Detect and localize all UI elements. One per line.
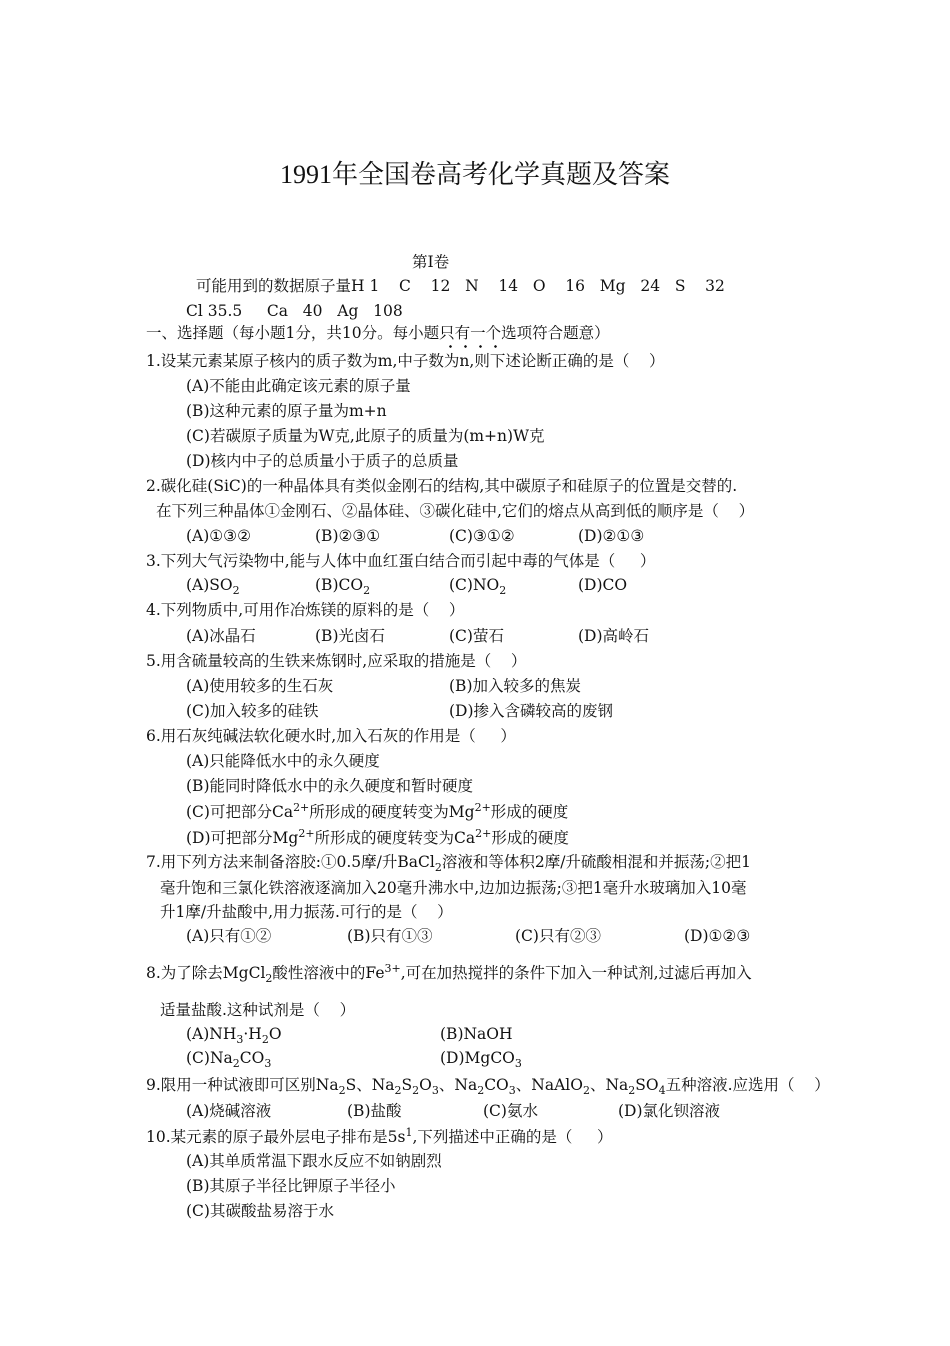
q2-option-a: (A)①③②: [186, 527, 251, 545]
q10-option-b: (B)其原子半径比钾原子半径小: [186, 1177, 396, 1195]
atomic-masses-line2: Cl 35.5 Ca 40 Ag 108: [186, 302, 403, 320]
q9-option-d: (D)氯化钡溶液: [618, 1102, 721, 1120]
q5-option-b: (B)加入较多的焦炭: [449, 677, 581, 695]
q1-option-c: (C)若碳原子质量为W克,此原子的质量为(m+n)W克: [186, 427, 545, 445]
q3-stem: 3.下列大气污染物中,能与人体中血红蛋白结合而引起中毒的气体是（ ）: [146, 552, 656, 570]
q2-option-b: (B)②③①: [315, 527, 381, 545]
section-head: 第Ⅰ卷: [412, 253, 450, 271]
q4-stem: 4.下列物质中,可用作冶炼镁的原料的是（ ）: [146, 601, 465, 619]
emphasis-dots: 只有一个: [439, 324, 502, 342]
q8-option-b: (B)NaOH: [440, 1025, 513, 1043]
q9-option-c: (C)氨水: [483, 1102, 538, 1120]
q8-option-a: $(A)NH_3\cdot H_2O$: [186, 1025, 282, 1046]
q7-option-c: (C)只有②③: [515, 927, 601, 945]
q7-option-a: (A)只有①②: [186, 927, 272, 945]
q3-option-b: $(B)CO_2$: [315, 576, 371, 597]
q8-stem-line2: 适量盐酸.这种试剂是（ ）: [160, 1001, 356, 1019]
q5-option-d: (D)掺入含磷较高的废钢: [449, 702, 614, 720]
q8-stem-line1: 8.为了除去MgCl$_2$酸性溶液中的$Fe^{3+}$,可在加热搅拌的条件下加入一种试剂,过滤后再加入: [146, 962, 752, 985]
q7-option-b: (B)只有①③: [347, 927, 433, 945]
q8-option-d: (D)MgCO$_3$: [440, 1049, 522, 1070]
q7-stem-line3: 升1摩/升盐酸中,用力振荡.可行的是（ ）: [160, 903, 453, 921]
q4-option-d: (D)高岭石: [578, 627, 650, 645]
q3-option-d: (D)CO: [578, 576, 628, 594]
q3-option-c: $(C)NO_2$: [449, 576, 507, 597]
q7-stem-line1: 7.用下列方法来制备溶胶:①0.5摩/升BaCl$_2$溶液和等体积2摩/升硫酸相混和并振荡;②把1: [146, 853, 752, 874]
q1-stem: 1.设某元素某原子核内的质子数为m,中子数为n,则下述论断正确的是（ ）: [146, 352, 665, 370]
q1-option-a: (A)不能由此确定该元素的原子量: [186, 377, 411, 395]
q9-option-b: (B)盐酸: [347, 1102, 402, 1120]
q1-option-d: (D)核内中子的总质量小于质子的总质量: [186, 452, 459, 470]
q5-stem: 5.用含硫量较高的生铁来炼钢时,应采取的措施是（ ）: [146, 652, 527, 670]
q9-stem: 9.限用一种试液即可区别$Na_2S$、$Na_2S_2O_3$、$Na_2CO_3$、NaAlO$_2$、$Na_2SO_4$五种溶液.应选用（ ）: [146, 1076, 830, 1097]
q6-option-b: (B)能同时降低水中的永久硬度和暂时硬度: [186, 777, 473, 795]
q2-option-c: (C)③①②: [449, 527, 515, 545]
part1-heading: 一、选择题（每小题1分，共10分。每小题只有一个选项符合题意）: [146, 324, 610, 342]
q5-option-a: (A)使用较多的生石灰: [186, 677, 334, 695]
q4-option-a: (A)冰晶石: [186, 627, 256, 645]
q1-option-b: (B)这种元素的原子量为m+n: [186, 402, 387, 420]
q6-option-c: (C)可把部分$Ca^{2+}$所形成的硬度转变为$Mg^{2+}$形成的硬度: [186, 801, 569, 821]
q10-option-a: (A)其单质常温下跟水反应不如钠剧烈: [186, 1152, 442, 1170]
q2-option-d: (D)②①③: [578, 527, 645, 545]
q7-stem-line2: 毫升饱和三氯化铁溶液逐滴加入20毫升沸水中,边加边振荡;③把1毫升水玻璃加入10毫: [160, 879, 747, 897]
q7-option-d: (D)①②③: [684, 927, 751, 945]
q6-option-a: (A)只能降低水中的永久硬度: [186, 752, 380, 770]
q2-stem-line2: 在下列三种晶体①金刚石、②晶体硅、③碳化硅中,它们的熔点从高到低的顺序是（ ）: [156, 502, 755, 520]
q6-stem: 6.用石灰纯碱法软化硬水时,加入石灰的作用是（ ）: [146, 727, 516, 745]
q6-option-d: (D)可把部分$Mg^{2+}$所形成的硬度转变为$Ca^{2+}$形成的硬度: [186, 827, 569, 847]
q2-stem-line1: 2.碳化硅(SiC)的一种晶体具有类似金刚石的结构,其中碳原子和硅原子的位置是交替的.: [146, 477, 738, 495]
q4-option-c: (C)萤石: [449, 627, 504, 645]
q10-option-c: (C)其碳酸盐易溶于水: [186, 1202, 334, 1220]
q9-option-a: (A)烧碱溶液: [186, 1102, 272, 1120]
q10-stem: 10.某元素的原子最外层电子排布是$5s^1$,下列描述中正确的是（ ）: [146, 1126, 613, 1146]
q5-option-c: (C)加入较多的硅铁: [186, 702, 319, 720]
q4-option-b: (B)光卤石: [315, 627, 385, 645]
atomic-masses-line1: 可能用到的数据原子量H 1 C 12 N 14 O 16 Mg 24 S 32: [196, 277, 725, 295]
q3-option-a: $(A)SO_2$: [186, 576, 240, 597]
page-title: 1991年全国卷高考化学真题及答案: [279, 160, 670, 189]
q8-option-c: $(C)Na_2CO_3$: [186, 1049, 272, 1070]
